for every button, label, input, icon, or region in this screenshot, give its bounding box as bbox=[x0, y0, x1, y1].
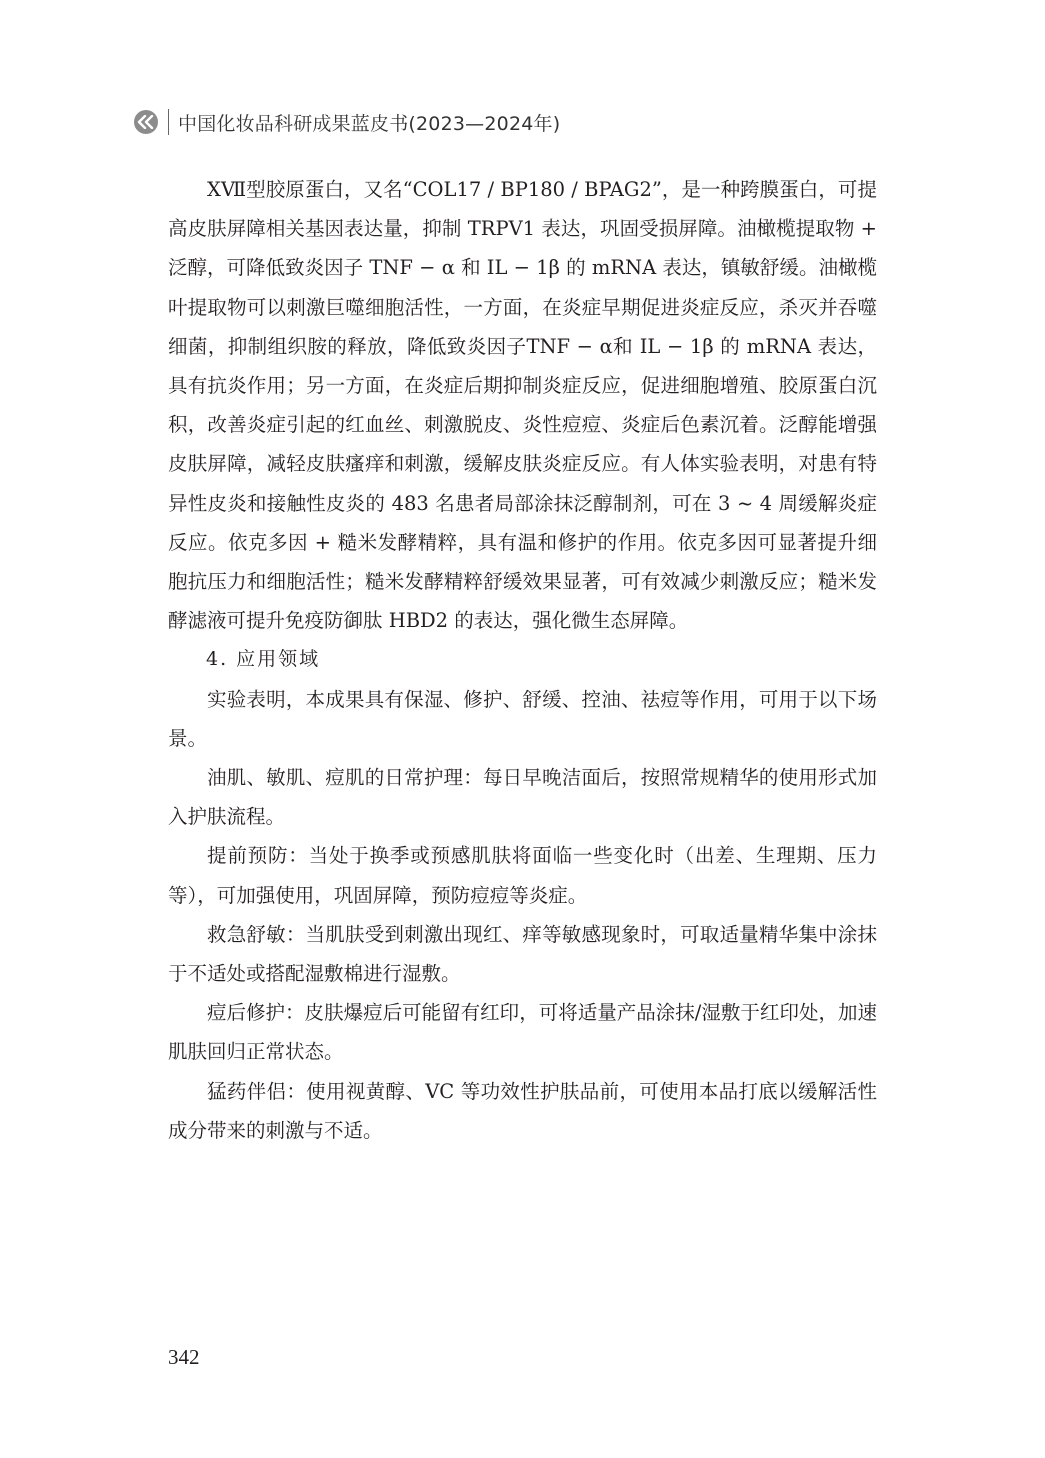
paragraph-collagen: XⅦ型胶原蛋白，又名“COL17 / BP180 / BPAG2”，是一种跨膜蛋白，可提高皮肤屏障相关基因表达量，抑制 TRPV1 表达，巩固受损屏障。油橄榄提取物 + 泛醇，可降低致炎因子 TNF − α 和 IL − 1β 的 mRNA 表达，镇敏舒缓。油橄榄叶提取物可以刺激巨噬细胞活性，一方面，在炎症早期促进炎症反应，杀灭并吞噬细菌，抑制组织胺的释放，降低致炎因子TNF − α和 IL − 1β 的 mRNA 表达，具有抗炎作用；另一方面，在炎症后期抑制炎症反应，促进细胞增殖、胶原蛋白沉积，改善炎症引起的红血丝、刺激脱皮、炎性痘痘、炎症后色素沉着。泛醇能增强皮肤屏障，减轻皮肤瘙痒和刺激，缓解皮肤炎症反应。有人体实验表明，对患有特异性皮炎和接触性皮炎的 483 名患者局部涂抹泛醇制剂，可在 3 ~ 4 周缓解炎症反应。依克多因 + 糙米发酵精粹，具有温和修护的作用。依克多因可显著提升细胞抗压力和细胞活性；糙米发酵精粹舒缓效果显著，可有效减少刺激反应；糙米发酵滤液可提升免疫防御肽 HBD2 的表达，强化微生态屏障。 bbox=[168, 178, 877, 633]
paragraph-post-acne-repair: 痘后修护：皮肤爆痘后可能留有红印，可将适量产品涂抹/湿敷于红印处，加速肌肤回归正常状态。 bbox=[168, 1001, 877, 1064]
paragraph-application-intro: 实验表明，本成果具有保湿、修护、舒缓、控油、祛痘等作用，可用于以下场景。 bbox=[168, 687, 877, 750]
paragraph-active-companion: 猛药伴侣：使用视黄醇、VC 等功效性护肤品前，可使用本品打底以缓解活性成分带来的刺激与不适。 bbox=[168, 1079, 877, 1142]
book-title: 中国化妆品科研成果蓝皮书(2023—2024年) bbox=[178, 112, 561, 135]
paragraph-daily-care: 油肌、敏肌、痘肌的日常护理：每日早晚洁面后，按照常规精华的使用形式加入护肤流程。 bbox=[168, 766, 877, 829]
paragraph-prevention: 提前预防：当处于换季或预感肌肤将面临一些变化时（出差、生理期、压力等），可加强使用，巩固屏障，预防痘痘等炎症。 bbox=[168, 844, 877, 907]
section-heading-application: 4. 应用领域 bbox=[206, 648, 321, 671]
running-header bbox=[134, 106, 560, 138]
page-number: 342 bbox=[168, 1345, 200, 1369]
paragraph-emergency-soothing: 救急舒敏：当肌肤受到刺激出现红、痒等敏感现象时，可取适量精华集中涂抹于不适处或搭配湿敷棉进行湿敷。 bbox=[168, 922, 877, 986]
body-text bbox=[168, 170, 877, 1150]
header-divider bbox=[168, 109, 169, 135]
double-chevron-left-icon bbox=[134, 110, 158, 134]
